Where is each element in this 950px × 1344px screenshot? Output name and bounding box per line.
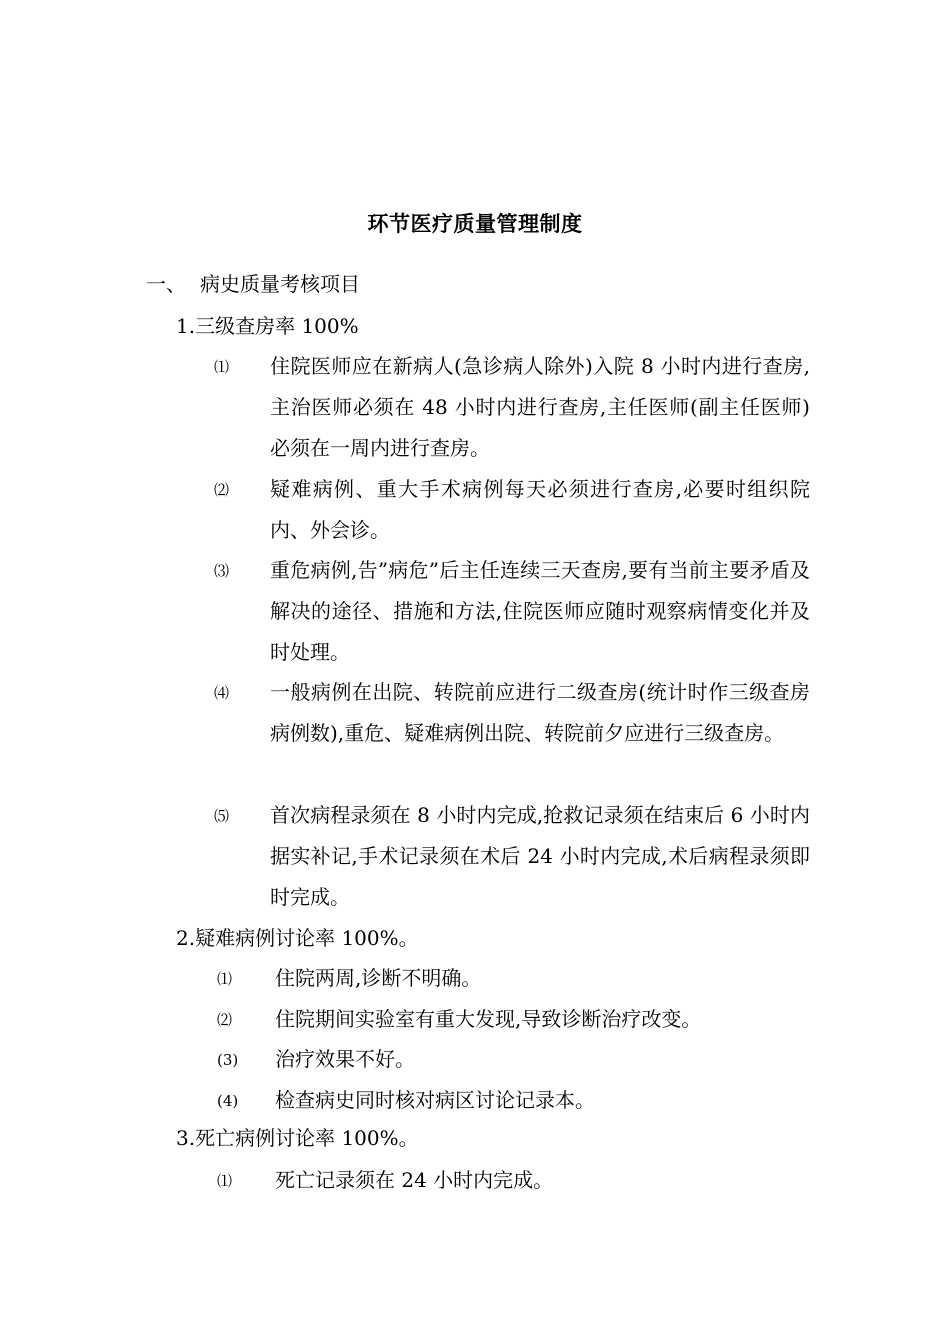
item-text: 重危病例,告”病危”后主任连续三天查房,要有当前主要矛盾及解决的途径、措施和方法,住院医师应随时观察病情变化并及时处理。 (270, 558, 810, 664)
item-text: 首次病程录须在 8 小时内完成,抢救记录须在结束后 6 小时内据实补记,手术记录须在术后 24 小时内完成,术后病程录须即时完成。 (270, 803, 810, 909)
section-number: 一、 (146, 272, 186, 296)
item-marker: ⑴ (217, 970, 233, 988)
item-text: 死亡记录须在 24 小时内完成。 (275, 1168, 554, 1192)
document-title: 环节医疗质量管理制度 (367, 212, 583, 236)
item-marker: (3) (217, 1051, 239, 1069)
item-marker: ⑷ (214, 684, 230, 702)
item-text: 住院两周,诊断不明确。 (275, 966, 482, 990)
subsection-heading-3: 3.死亡病例讨论率 100%。 (176, 1126, 419, 1150)
subsection-heading-1: 1.三级查房率 100% (176, 314, 359, 338)
item-marker: (4) (217, 1092, 239, 1110)
section-heading: 病史质量考核项目 (200, 272, 360, 296)
item-marker: ⑵ (214, 481, 230, 499)
item-text: 检查病史同时核对病区讨论记录本。 (275, 1088, 595, 1112)
subsection-heading-2: 2.疑难病例讨论率 100%。 (176, 926, 419, 950)
item-text: 住院医师应在新病人(急诊病人除外)入院 8 小时内进行查房,主治医师必须在 48 小时内进行查房,主任医师(副主任医师)必须在一周内进行查房。 (270, 354, 810, 460)
item-marker: ⑶ (214, 562, 230, 580)
item-marker: ⑴ (214, 358, 230, 376)
item-marker: ⑸ (214, 807, 230, 825)
item-text: 一般病例在出院、转院前应进行二级查房(统计时作三级查房病例数),重危、疑难病例出院、转院前夕应进行三级查房。 (270, 680, 810, 745)
item-text: 疑难病例、重大手术病例每天必须进行查房,必要时组织院内、外会诊。 (270, 477, 810, 542)
item-marker: ⑵ (217, 1011, 233, 1029)
item-text: 治疗效果不好。 (275, 1047, 415, 1071)
item-marker: ⑴ (217, 1172, 233, 1190)
item-text: 住院期间实验室有重大发现,导致诊断治疗改变。 (275, 1007, 702, 1031)
